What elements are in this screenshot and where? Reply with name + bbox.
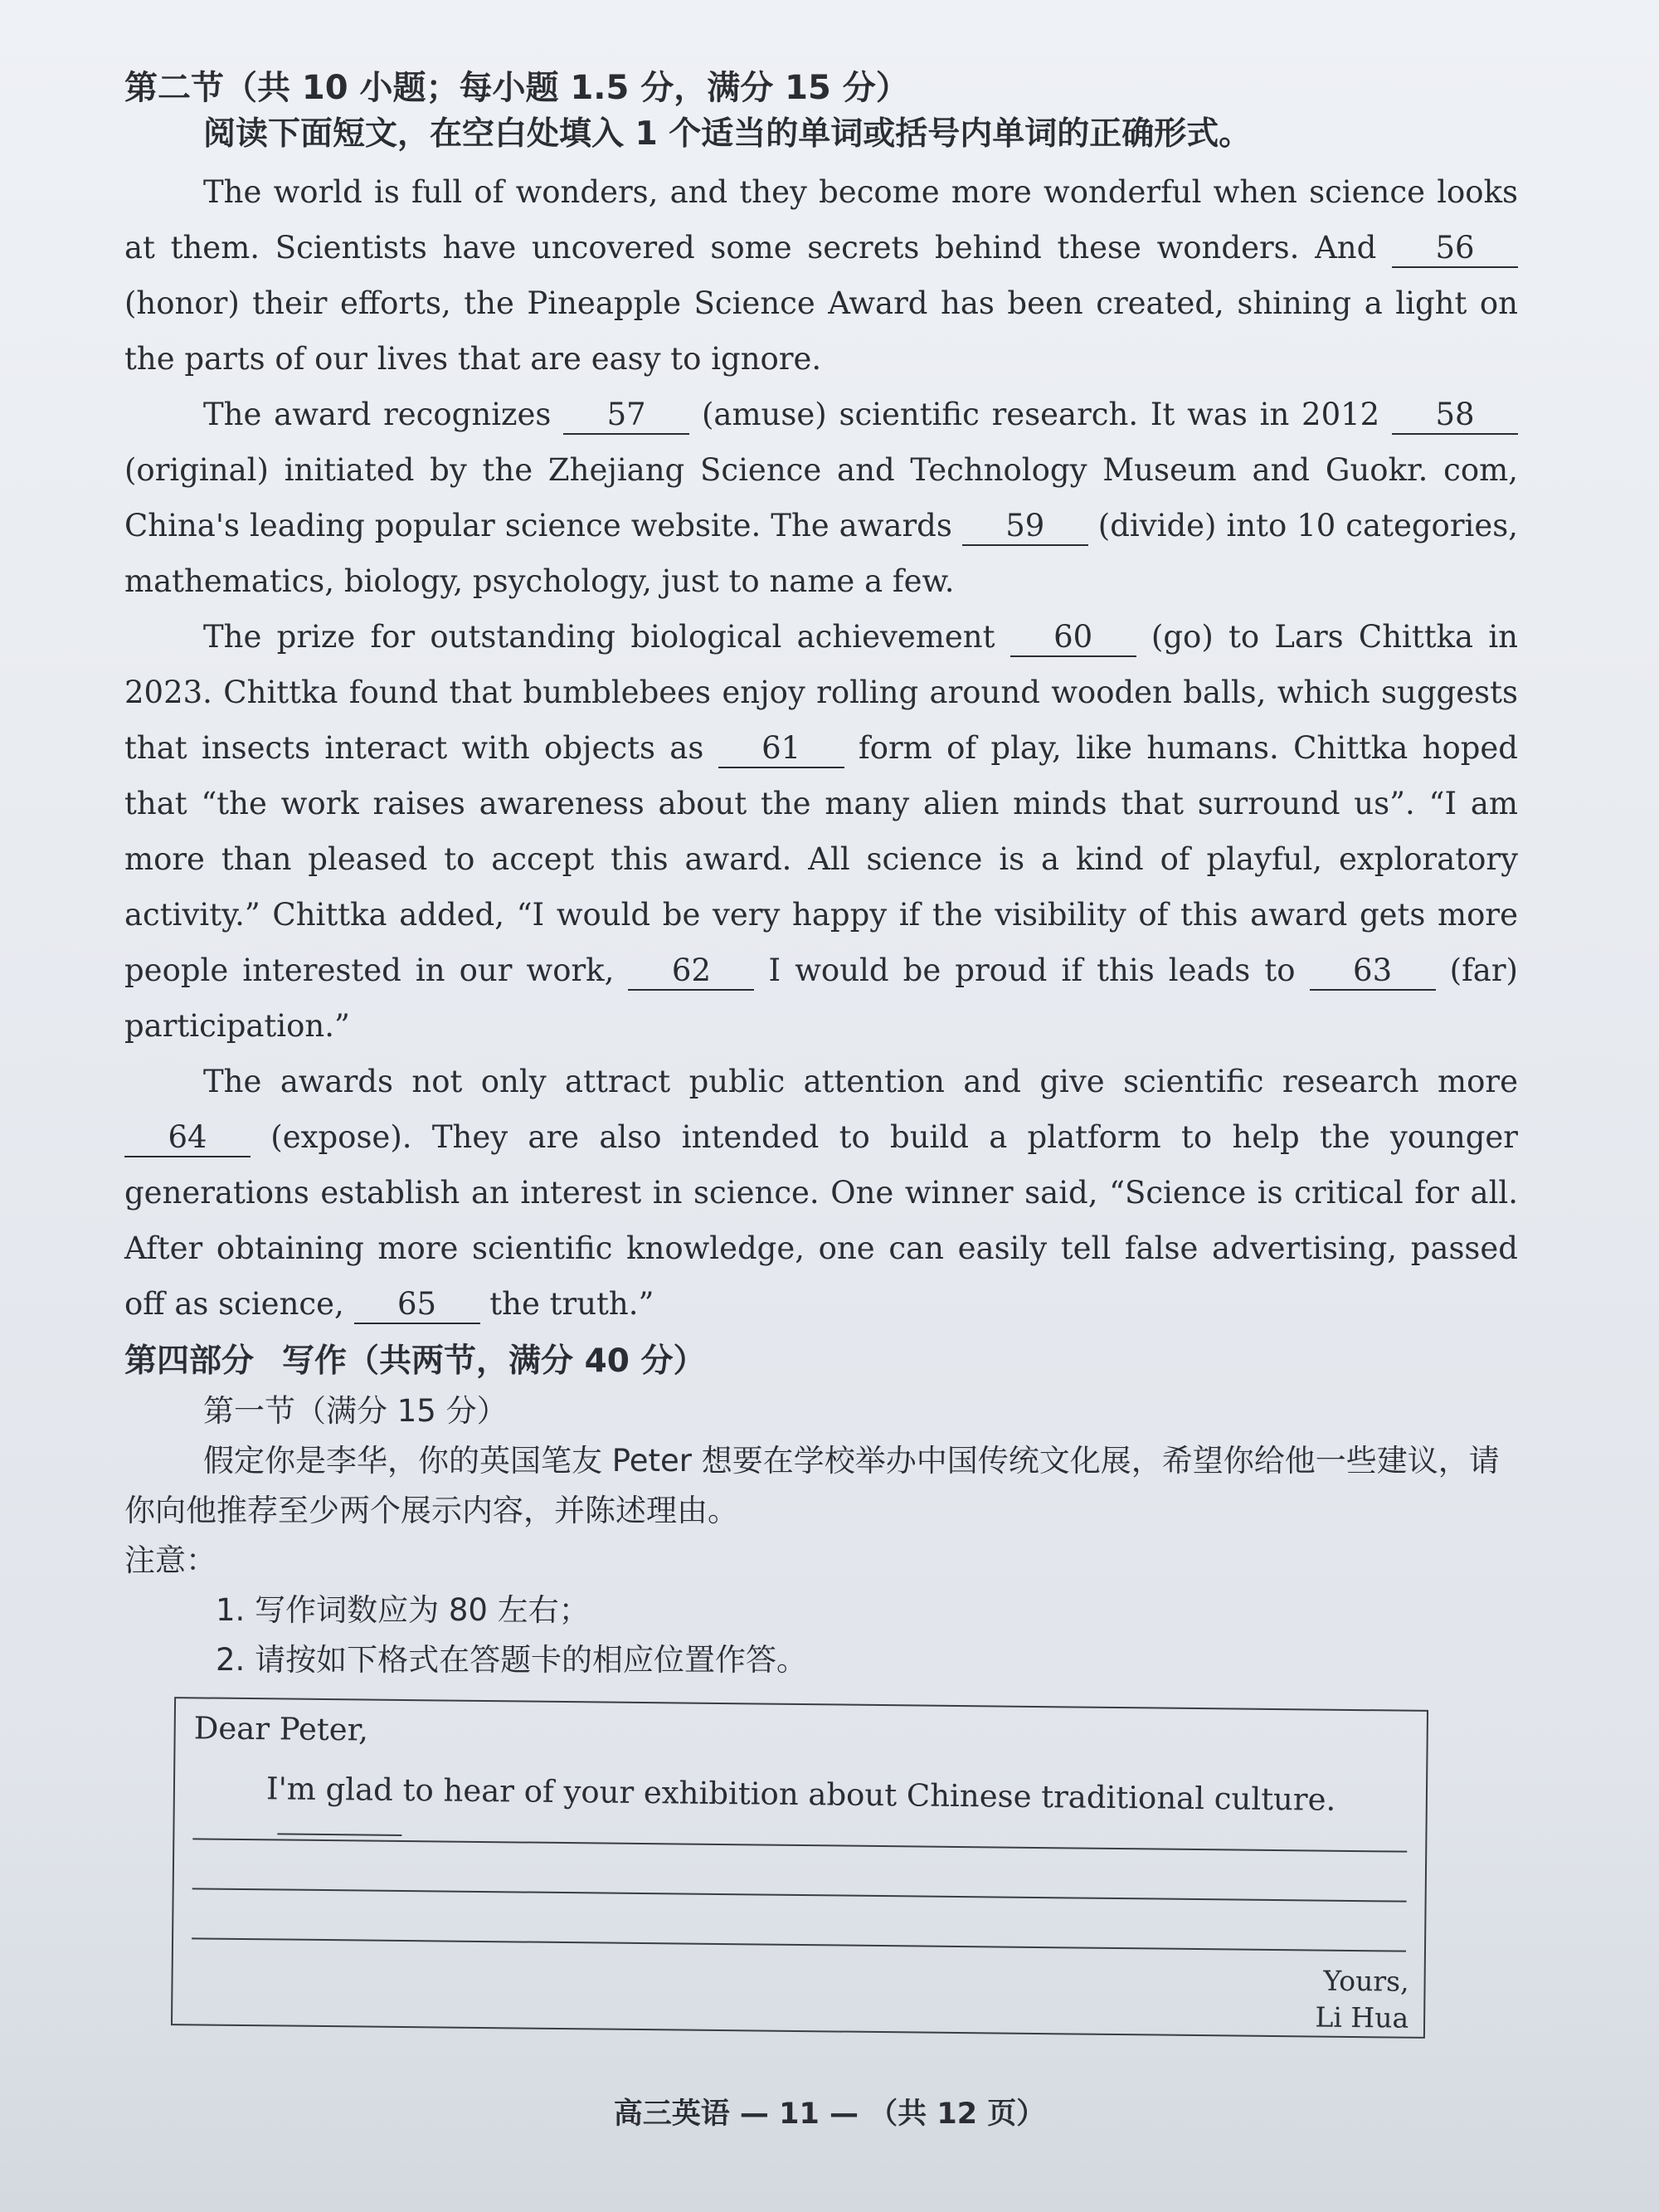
part-4-title (124, 1337, 1518, 1386)
paragraph-text: The world is full of wonders, and they become more wonderful when science looks at them. Scientists have uncovered some secrets behind these wonders. And (124, 174, 1518, 266)
answer-line (192, 1937, 1406, 1951)
writing-section-1-title: 第一节（满分 15 分） (203, 1393, 508, 1429)
letter-greeting: Dear Peter, (193, 1710, 369, 1748)
passage-paragraph-1 (124, 164, 1518, 387)
blank-58: 58 (1392, 397, 1518, 435)
paragraph-text: (expose). They are also intended to build a platform to help the younger generations establish an interest in science. One winner said, “Science is critical for all. After obtaining more scientific knowledge, one can easily tell false advertising, passed off as science, (124, 1119, 1518, 1322)
passage-paragraph-3 (124, 609, 1518, 1054)
paragraph-text: (original) initiated by the Zhejiang Science and Technology Museum and Guokr. com, China's leading popular science website. The awards (124, 452, 1518, 543)
passage-paragraph-4 (124, 1054, 1518, 1332)
paragraph-text: (honor) their efforts, the Pineapple Science Award has been created, shining a light on the parts of our lives that are easy to ignore. (124, 285, 1518, 377)
blank-65: 65 (354, 1286, 480, 1324)
blank-57: 57 (563, 397, 689, 435)
letter-opening-text: I'm glad to hear of your exhibition about Chinese traditional culture. (265, 1771, 1336, 1818)
blank-60: 60 (1010, 619, 1136, 657)
paragraph-text: (amuse) scientific research. It was in 2012 (689, 397, 1392, 432)
writing-task: 假定你是李华，你的英国笔友 Peter 想要在学校举办中国传统文化展，希望你给他一些建议，请你向他推荐至少两个展示内容，并陈述理由。 (124, 1443, 1500, 1528)
notes-label: 注意： (124, 1542, 216, 1578)
note-2: 2. 请按如下格式在答题卡的相应位置作答。 (216, 1642, 808, 1678)
part-4-heading: 写作（共两节，满分 40 分） (282, 1342, 706, 1380)
paragraph-text: (divide) into 10 categories, mathematics, biology, psychology, just to name a few. (124, 508, 1518, 599)
paragraph-text: I would be proud if this leads to (754, 953, 1310, 988)
blank-59: 59 (962, 508, 1088, 546)
blank-56: 56 (1392, 230, 1518, 268)
answer-line (277, 1833, 401, 1836)
letter-signature: Li Hua (1315, 2000, 1409, 2034)
paragraph-text: The awards not only attract public attention and give scientific research more (203, 1064, 1518, 1099)
note-1: 1. 写作词数应为 80 左右； (216, 1592, 590, 1628)
page-footer: 高三英语 — 11 — （共 12 页） (613, 2098, 1046, 2131)
paragraph-text: The prize for outstanding biological achievement (203, 619, 1010, 655)
answer-line (192, 1888, 1407, 1902)
paragraph-text: form of play, like humans. Chittka hoped that “the work raises awareness about the many alien minds that surround us”. “I am more than pleased to accept this award. All science is a kind of playful, exploratory activity.” Chittka added, “I would be very happy if the visibility of this award gets more people interested in our work, (124, 730, 1518, 988)
page-content (124, 65, 1518, 2032)
section-2-instruction: 阅读下面短文，在空白处填入 1 个适当的单词或括号内单词的正确形式。 (203, 115, 1252, 153)
letter-template-box (171, 1697, 1428, 2039)
paragraph-text: (far) participation.” (124, 953, 1518, 1044)
paragraph-text: (go) to Lars Chittka in 2023. Chittka found that bumblebees enjoy rolling around wooden balls, which suggests that insects interact with objects as (124, 619, 1518, 766)
blank-64: 64 (124, 1119, 251, 1157)
section-2-title: 第二节（共 10 小题；每小题 1.5 分，满分 15 分） (124, 69, 909, 107)
letter-closing: Yours, (1323, 1964, 1409, 1998)
paragraph-text: the truth.” (479, 1286, 654, 1322)
paragraph-text: The award recognizes (203, 397, 564, 432)
blank-63: 63 (1310, 953, 1436, 991)
blank-62: 62 (628, 953, 754, 991)
part-4-label: 第四部分 (124, 1342, 255, 1380)
blank-61: 61 (718, 730, 844, 768)
passage-paragraph-2 (124, 387, 1518, 609)
